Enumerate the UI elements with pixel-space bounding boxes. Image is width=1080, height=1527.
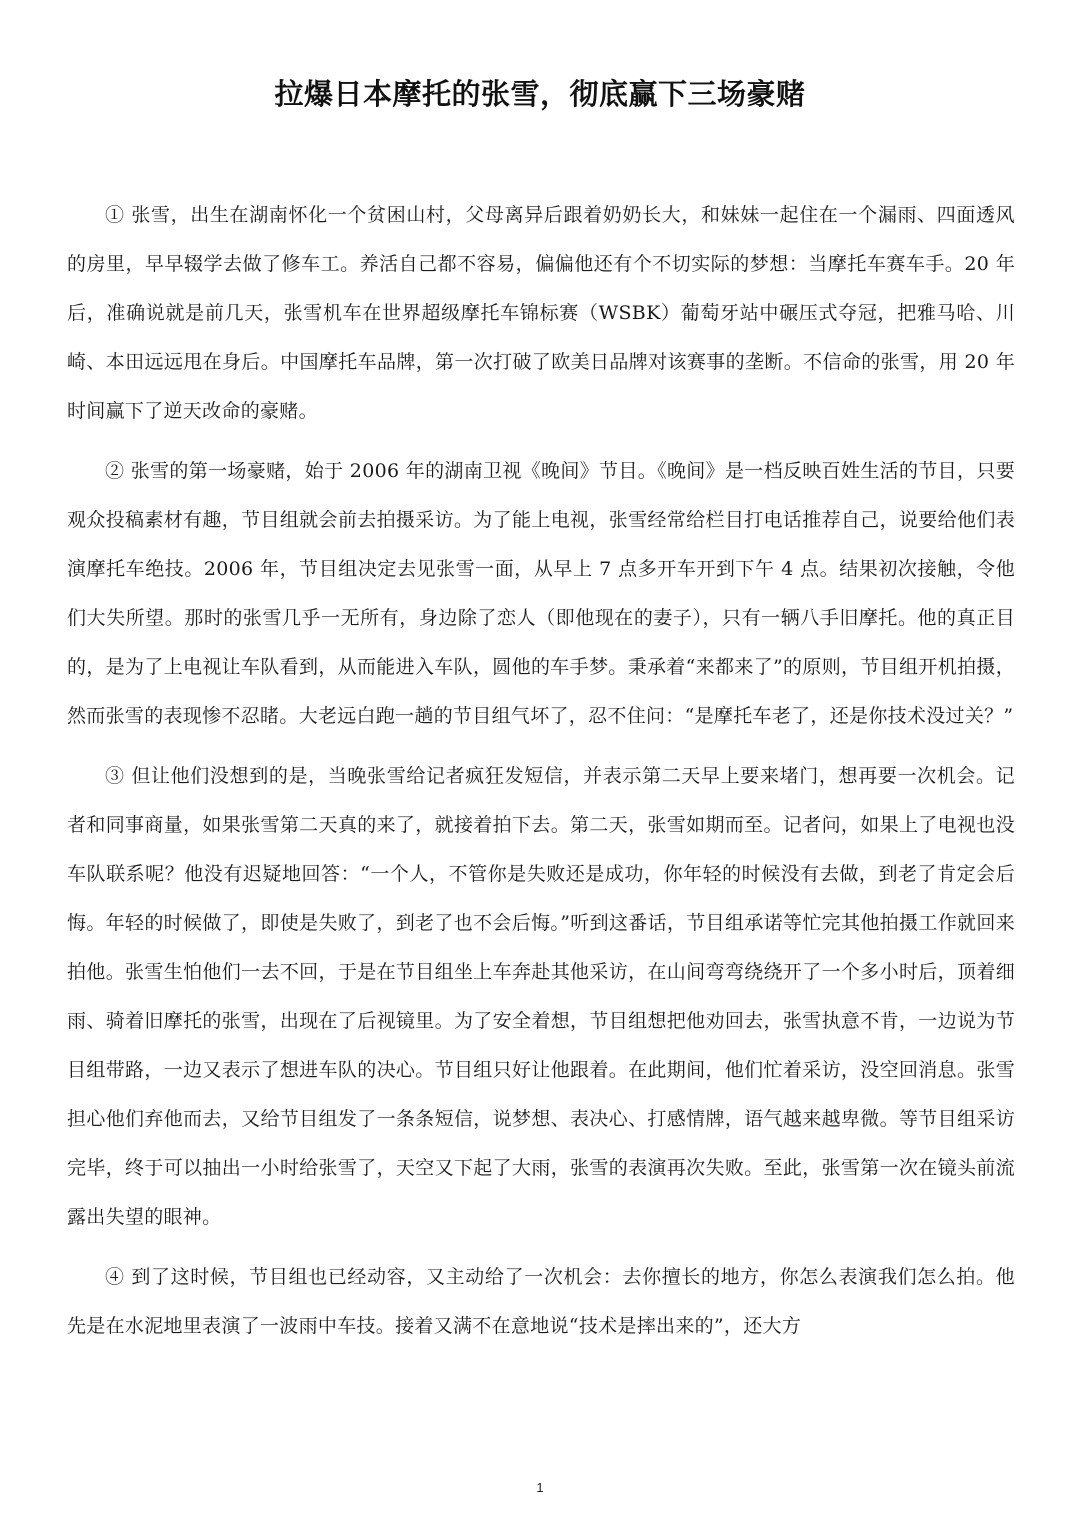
paragraph-3: ③ 但让他们没想到的是，当晚张雪给记者疯狂发短信，并表示第二天早上要来堵门，想再要一次机会。记者和同事商量，如果张雪第二天真的来了，就接着拍下去。第二天，张雪如期而至。记者问，如果上了电视也没车队联系呢？他没有迟疑地回答：“一个人，不管你是失败还是成功，你年轻的时候没有去做，到老了肯定会后悔。年轻的时候做了，即使是失败了，到老了也不会后悔。”听到这番话，节目组承诺等忙完其他拍摄工作就回来拍他。张雪生怕他们一去不回，于是在节目组坐上车奔赴其他采访，在山间弯弯绕绕开了一个多小时后，顶着细雨、骑着旧摩托的张雪，出现在了后视镜里。为了安全着想，节目组想把他劝回去，张雪执意不肯，一边说为节目组带路，一边又表示了想进车队的决心。节目组只好让他跟着。在此期间，他们忙着采访，没空回消息。张雪担心他们弃他而去，又给节目组发了一条条短信，说梦想、表决心、打感情牌，语气越来越卑微。等节目组采访完毕，终于可以抽出一小时给张雪了，天空又下起了大雨，张雪的表演再次失败。至此，张雪第一次在镜头前流露出失望的眼神。 [67,765,1015,1228]
paragraph-1: ① 张雪，出生在湖南怀化一个贫困山村，父母离异后跟着奶奶长大，和妹妹一起住在一个漏雨、四面透风的房里，早早辍学去做了修车工。养活自己都不容易，偏偏他还有个不切实际的梦想：当摩托车赛车手。20 年后，准确说就是前几天，张雪机车在世界超级摩托车锦标赛（WSBK）葡萄牙站中碾压式夺冠，把雅马哈、川崎、本田远远甩在身后。中国摩托车品牌，第一次打破了欧美日品牌对该赛事的垄断。不信命的张雪，用 20 年时间赢下了逆天改命的豪赌。 [67,204,1015,422]
article-body [67,191,1015,1362]
paragraph-2: ② 张雪的第一场豪赌，始于 2006 年的湖南卫视《晚间》节目。《晚间》是一档反映百姓生活的节目，只要观众投稿素材有趣，节目组就会前去拍摄采访。为了能上电视，张雪经常给栏目打电话推荐自己，说要给他们表演摩托车绝技。2006 年，节目组决定去见张雪一面，从早上 7 点多开车开到下午 4 点。结果初次接触，令他们大失所望。那时的张雪几乎一无所有，身边除了恋人（即他现在的妻子），只有一辆八手旧摩托。他的真正目的，是为了上电视让车队看到，从而能进入车队，圆他的车手梦。秉承着“来都来了”的原则，节目组开机拍摄，然而张雪的表现惨不忍睹。大老远白跑一趟的节目组气坏了，忍不住问：“是摩托车老了，还是你技术没过关？” [67,460,1015,727]
page-number: 1 [536,1480,544,1495]
paragraph-4: ④ 到了这时候，节目组也已经动容，又主动给了一次机会：去你擅长的地方，你怎么表演我们怎么拍。他先是在水泥地里表演了一波雨中车技。接着又满不在意地说“技术是摔出来的”，还大方 [67,1266,1015,1337]
article-title: 拉爆日本摩托的张雪，彻底赢下三场豪赌 [274,77,806,111]
